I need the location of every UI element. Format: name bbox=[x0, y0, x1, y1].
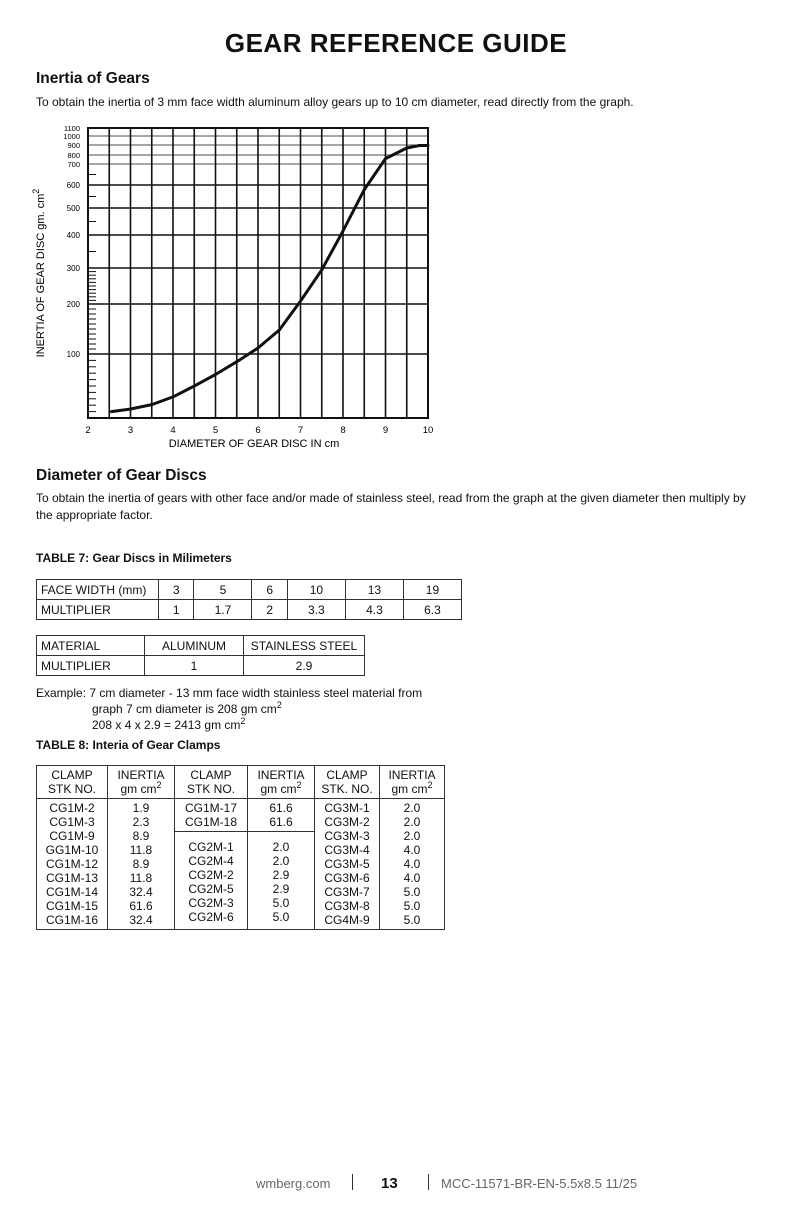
table-cell: 1 bbox=[145, 656, 244, 676]
table-row bbox=[37, 600, 462, 620]
example-text bbox=[36, 685, 422, 733]
table-cell: 1.7 bbox=[194, 600, 252, 620]
col2b-val: 2.0 2.0 2.9 2.9 5.0 5.0 bbox=[248, 832, 315, 930]
table8-title: TABLE 8: Interia of Gear Clamps bbox=[36, 738, 221, 752]
y-tick-label: 500 bbox=[66, 204, 80, 213]
example-line-2: graph 7 cm diameter is 208 gm $cm^2$ bbox=[92, 700, 282, 716]
chart-minor-ticks bbox=[88, 175, 96, 412]
x-tick-label: 8 bbox=[340, 425, 346, 436]
section-heading-diameter: Diameter of Gear Discs bbox=[36, 467, 207, 484]
table-cell: MULTIPLIER bbox=[37, 600, 159, 620]
col-header: CLAMP STK. NO. bbox=[315, 766, 380, 799]
y-tick-label: 700 bbox=[67, 160, 80, 169]
section-text-inertia: To obtain the inertia of 3 mm face width aluminum alloy gears up to 10 cm diameter, read directly from the graph. bbox=[36, 95, 634, 109]
section-text-diameter: To obtain the inertia of gears with other face and/or made of stainless steel, read from the graph at the given diameter then multiply by the appropriate factor. bbox=[36, 491, 746, 522]
footer-doc-id: MCC-11571-BR-EN-5.5x8.5 11/25 bbox=[441, 1176, 638, 1191]
x-tick-label: 9 bbox=[382, 425, 389, 436]
x-tick-label: 5 bbox=[212, 425, 219, 436]
col1-stk: CG1M-2 CG1M-3 CG1M-9 GG1M-10 CG1M-12 CG1M-13 CG1M-14 CG1M-15 CG1M-16 bbox=[37, 799, 108, 930]
footer-divider bbox=[428, 1174, 429, 1190]
table-row bbox=[37, 636, 365, 656]
table-cell: MULTIPLIER bbox=[37, 656, 145, 676]
page-title: GEAR REFERENCE GUIDE bbox=[224, 28, 568, 58]
table-cell: 3 bbox=[159, 580, 194, 600]
y-tick-label: 200 bbox=[66, 300, 80, 309]
table-cell: 6 bbox=[252, 580, 287, 600]
table-cell: 3.3 bbox=[287, 600, 345, 620]
col-header: INERTIA gm $cm^2$ bbox=[380, 766, 445, 799]
table-cell: 2 bbox=[252, 600, 287, 620]
table-header-row bbox=[37, 766, 445, 799]
col2a-val: 61.6 61.6 bbox=[248, 799, 315, 832]
footer-site: wmberg.com bbox=[256, 1176, 331, 1191]
y-tick-label: 300 bbox=[66, 264, 80, 273]
table-cell: STAINLESS STEEL bbox=[244, 636, 365, 656]
x-tick-label: 2 bbox=[85, 425, 91, 436]
chart-x-tick-labels bbox=[85, 425, 433, 436]
x-tick-label: 4 bbox=[170, 425, 176, 436]
footer-page-number: 13 bbox=[381, 1175, 398, 1192]
table-cell: MATERIAL bbox=[37, 636, 145, 656]
y-tick-label: 100 bbox=[66, 350, 80, 359]
table7-material bbox=[36, 635, 365, 676]
table-cell: 5 bbox=[194, 580, 252, 600]
col-header: CLAMP STK NO. bbox=[175, 766, 248, 799]
table-cell: FACE WIDTH (mm) bbox=[37, 580, 159, 600]
table-cell: ALUMINUM bbox=[145, 636, 244, 656]
chart-x-axis-label: DIAMETER OF GEAR DISC IN cm bbox=[168, 438, 340, 450]
table-cell: 13 bbox=[345, 580, 403, 600]
x-tick-label: 3 bbox=[127, 425, 134, 436]
col-header: INERTIA gm $cm^2$ bbox=[248, 766, 315, 799]
y-tick-label: 1000 bbox=[63, 132, 80, 141]
col1-val: 1.9 2.3 8.9 11.8 8.9 11.8 32.4 61.6 32.4 bbox=[108, 799, 175, 930]
table-row bbox=[37, 656, 365, 676]
table-cell: 6.3 bbox=[403, 600, 461, 620]
example-line-3: 208 x 4 x 2.9 = 2413 gm $cm^2$ bbox=[92, 716, 246, 732]
col-header: INERTIA gm $cm^2$ bbox=[108, 766, 175, 799]
table-cell: 19 bbox=[403, 580, 461, 600]
x-tick-label: 6 bbox=[255, 425, 261, 436]
table7-title: TABLE 7: Gear Discs in Milimeters bbox=[36, 551, 232, 565]
col2a-stk: CG1M-17 CG1M-18 bbox=[175, 799, 248, 832]
example-line-1: Example: 7 cm diameter - 13 mm face width stainless steel material from bbox=[36, 686, 423, 700]
table7-face-width bbox=[36, 579, 462, 620]
section-heading-inertia: Inertia of Gears bbox=[36, 70, 150, 87]
y-tick-label: 1100 bbox=[63, 124, 80, 133]
x-tick-label: 10 bbox=[422, 425, 434, 436]
table-cell: 1 bbox=[159, 600, 194, 620]
footer-divider bbox=[352, 1174, 353, 1190]
y-tick-label: 400 bbox=[66, 231, 80, 240]
col3-stk: CG3M-1 CG3M-2 CG3M-3 CG3M-4 CG3M-5 CG3M-6 CG3M-7 CG3M-8 CG4M-9 bbox=[315, 799, 380, 930]
col-header: CLAMP STK NO. bbox=[37, 766, 108, 799]
table-cell: 10 bbox=[287, 580, 345, 600]
table8-gear-clamps bbox=[36, 765, 445, 930]
chart-y-tick-labels bbox=[63, 124, 80, 359]
y-tick-label: 900 bbox=[67, 141, 80, 150]
table-row bbox=[37, 799, 445, 832]
y-tick-label: 800 bbox=[67, 151, 80, 160]
chart-y-axis-label: INERTIA OF GEAR DISC gm. $cm^2$ bbox=[31, 188, 47, 358]
x-tick-label: 7 bbox=[297, 425, 304, 436]
table-row bbox=[37, 580, 462, 600]
col3-val: 2.0 2.0 2.0 4.0 4.0 4.0 5.0 5.0 5.0 bbox=[380, 799, 445, 930]
inertia-chart bbox=[30, 120, 450, 455]
col2b-stk: CG2M-1 CG2M-4 CG2M-2 CG2M-5 CG2M-3 CG2M-6 bbox=[175, 832, 248, 930]
table-cell: 4.3 bbox=[345, 600, 403, 620]
y-tick-label: 600 bbox=[66, 181, 80, 190]
table-cell: 2.9 bbox=[244, 656, 365, 676]
